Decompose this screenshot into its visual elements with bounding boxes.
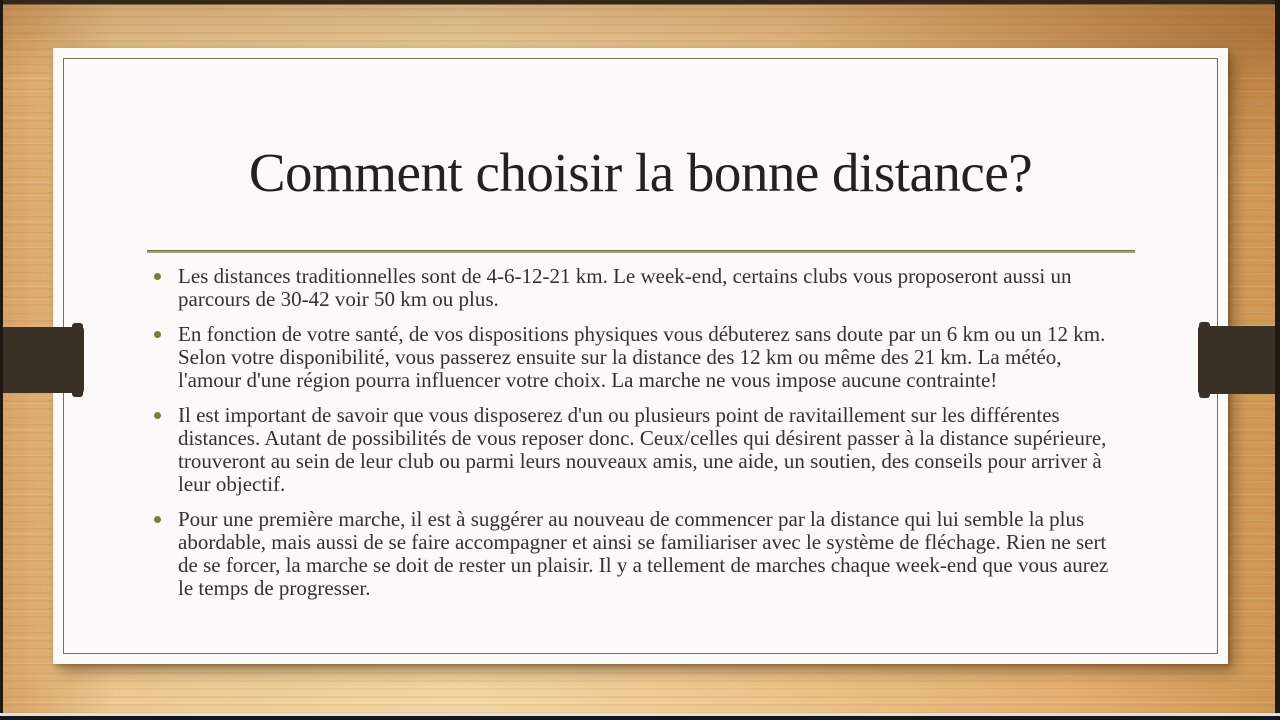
bullet-dot-icon — [154, 516, 161, 523]
bullet-item — [152, 265, 1127, 311]
letterbox-bottom-bar — [0, 716, 1280, 720]
letterbox-right-edge — [1275, 0, 1280, 713]
bullet-text: Pour une première marche, il est à suggérer au nouveau de commencer par la distance qui lui semble la plus abordable, mais aussi de se faire accompagner et ainsi se familiariser avec le système de fléchage. Rien ne sert de se forcer, la marche se doit de rester un plaisir. Il y a tellement de marches chaque week-end que vous aurez le temps de progresser. — [178, 507, 1109, 600]
bullet-item — [152, 508, 1127, 600]
film-tab-right — [1198, 326, 1280, 394]
bullet-item — [152, 404, 1127, 496]
film-tab-left — [0, 327, 84, 393]
bullet-dot-icon — [154, 273, 161, 280]
bullet-dot-icon — [154, 412, 161, 419]
letterbox-left-edge — [0, 0, 3, 713]
letterbox-top-bar — [0, 0, 1280, 4]
slide-title: Comment choisir la bonne distance? — [248, 142, 1033, 203]
title-divider-line — [147, 250, 1135, 253]
presentation-slide — [53, 48, 1228, 664]
bullet-list — [152, 265, 1127, 612]
bullet-text: Les distances traditionnelles sont de 4-6-12-21 km. Le week-end, certains clubs vous proposeront aussi un parcours de 30-42 voir 50 km ou plus. — [178, 264, 1072, 311]
bullet-text: En fonction de votre santé, de vos dispositions physiques vous débuterez sans doute par un 6 km ou un 12 km. Selon votre disponibilité, vous passerez ensuite sur la distance des 12 km ou même des 21 km. La météo, l'amour d'une région pourra influencer votre choix. La marche ne vous impose aucune contrainte! — [178, 322, 1106, 392]
bullet-dot-icon — [154, 331, 161, 338]
bullet-item — [152, 323, 1127, 392]
bullet-text: Il est important de savoir que vous disposerez d'un ou plusieurs point de ravitaillement sur les différentes distances. Autant de possibilités de vous reposer donc. Ceux/celles qui désirent passer à la distance supérieure, trouveront au sein de leur club ou parmi leurs nouveaux amis, une aide, un soutien, des conseils pour arriver à leur objectif. — [178, 403, 1107, 496]
